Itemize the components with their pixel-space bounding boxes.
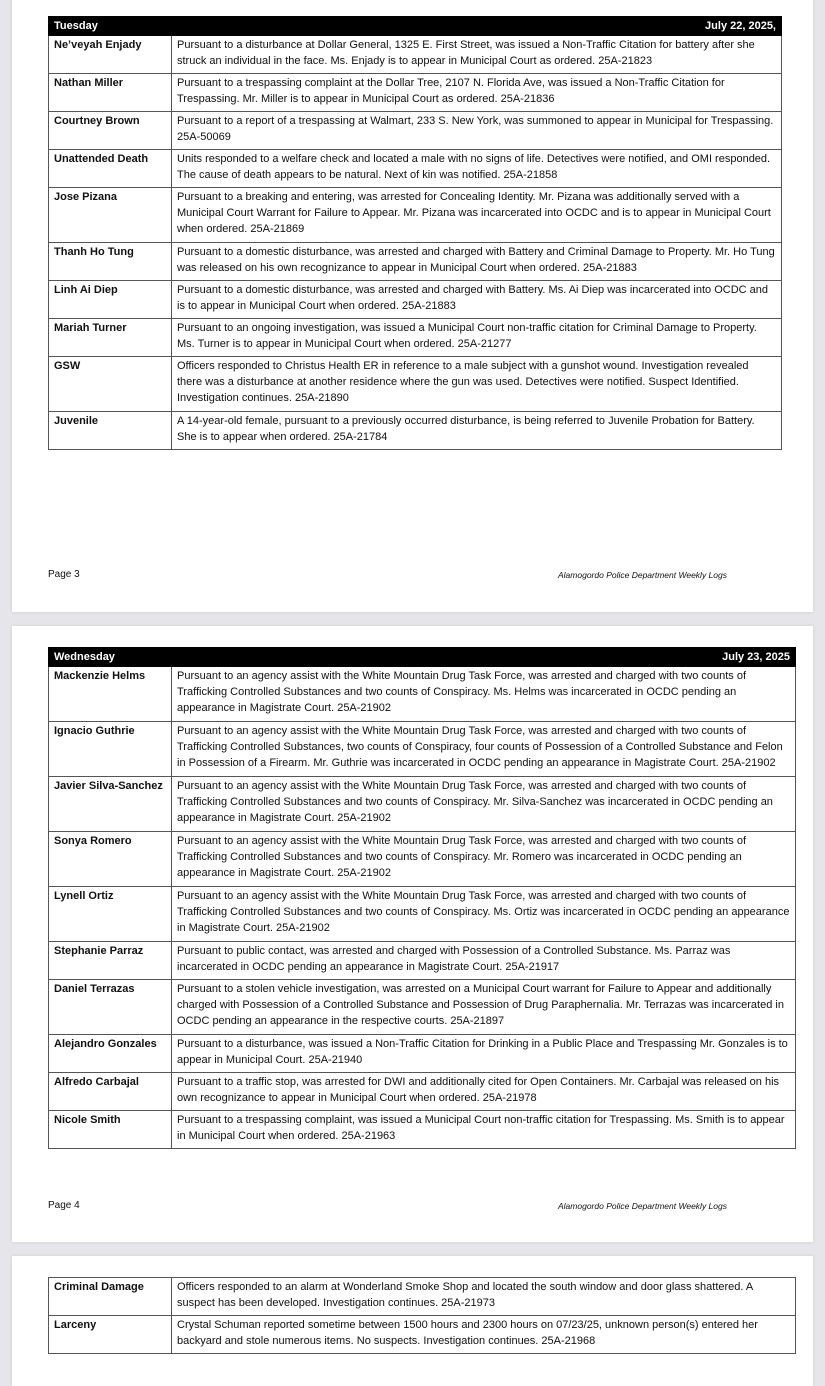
entry-text: Pursuant to a trespassing complaint at the Dollar Tree, 2107 N. Florida Ave, was issued a Non-Traffic Citation for Trespassing. Mr. Miller is to appear in Municipal Court as ordered. 25A-21836 <box>172 74 782 112</box>
log-page <box>12 626 813 1242</box>
entry-text: Pursuant to an agency assist with the White Mountain Drug Task Force, was arrested and charged with two counts of Trafficking Controlled Substances, two counts of Conspiracy, four counts of Possession of a Controlled Substance and Felon in Possession of a Firearm. Mr. Guthrie was incarcerated in OCDC pending an appearance in Magistrate Court. 25A-21902 <box>172 722 796 777</box>
entry-text: Pursuant to a domestic disturbance, was arrested and charged with Battery. Ms. Ai Diep was incarcerated into OCDC and is to appear in Municipal Court when ordered. 25A-21883 <box>172 281 782 319</box>
log-table <box>48 647 796 1149</box>
entry-text: Officers responded to an alarm at Wonderland Smoke Shop and located the south window and door glass shattered. A suspect has been developed. Investigation continues. 25A-21973 <box>172 1278 796 1316</box>
day-label: Tuesday <box>49 17 172 36</box>
log-entry-row <box>49 980 796 1035</box>
entry-text: Pursuant to a report of a trespassing at Walmart, 233 S. New York, was summoned to appear in Municipal for Trespassing. 25A-50069 <box>172 112 782 150</box>
log-entry-row <box>49 667 796 722</box>
page-number: Page 3 <box>48 569 80 580</box>
entry-name: Ne’veyah Enjady <box>49 36 172 74</box>
entry-name: Mackenzie Helms <box>49 667 172 722</box>
log-entry-row <box>49 112 782 150</box>
log-entry-row <box>49 319 782 357</box>
log-entry-row <box>49 887 796 942</box>
log-entry-row <box>49 281 782 319</box>
entry-name: Ignacio Guthrie <box>49 722 172 777</box>
log-entry-row <box>49 150 782 188</box>
entry-name: Criminal Damage <box>49 1278 172 1316</box>
log-entry-row <box>49 357 782 412</box>
entry-text: Officers responded to Christus Health ER in reference to a male subject with a gunshot wound. Investigation revealed there was a disturbance at another residence where the gun was used. Detectives were notified. Suspect Identified. Investigation continues. 25A-21890 <box>172 357 782 412</box>
log-entry-row <box>49 722 796 777</box>
log-entry-row <box>49 1316 796 1354</box>
log-entry-row <box>49 74 782 112</box>
log-entry-row <box>49 832 796 887</box>
entry-name: GSW <box>49 357 172 412</box>
entry-text: Pursuant to a breaking and entering, was arrested for Concealing Identity. Mr. Pizana was additionally served with a Municipal Court Warrant for Failure to Appear. Mr. Pizana was incarcerated into OCDC and is to appear in Municipal Court when ordered. 25A-21869 <box>172 188 782 243</box>
entry-text: Pursuant to a stolen vehicle investigation, was arrested on a Municipal Court warrant for Failure to Appear and additionally charged with Possession of a Controlled Substance and Possession of Drug Paraphernalia. Mr. Terrazas was incarcerated in OCDC pending an appearance in the respective courts. 25A-21897 <box>172 980 796 1035</box>
log-entry-row <box>49 1278 796 1316</box>
log-entry-row <box>49 243 782 281</box>
entry-text: Pursuant to an agency assist with the White Mountain Drug Task Force, was arrested and charged with two counts of Trafficking Controlled Substances and two counts of Conspiracy. Ms. Ortiz was incarcerated in OCDC pending an appearance in Magistrate Court. 25A-21902 <box>172 887 796 942</box>
entry-name: Linh Ai Diep <box>49 281 172 319</box>
entry-text: Pursuant to public contact, was arrested and charged with Possession of a Controlled Substance. Ms. Parraz was incarcerated in OCDC pending an appearance in Magistrate Court. 25A-21917 <box>172 942 796 980</box>
footer-title: Alamogordo Police Department Weekly Logs <box>558 570 727 580</box>
entry-name: Nathan Miller <box>49 74 172 112</box>
entry-name: Lynell Ortiz <box>49 887 172 942</box>
entry-text: Units responded to a welfare check and located a male with no signs of life. Detectives were notified, and OMI responded. The cause of death appears to be natural. Next of kin was notified. 25A-21858 <box>172 150 782 188</box>
log-page <box>12 0 813 612</box>
entry-name: Unattended Death <box>49 150 172 188</box>
date-label: July 22, 2025, <box>172 17 782 36</box>
entry-name: Nicole Smith <box>49 1111 172 1149</box>
entry-text: Pursuant to an agency assist with the White Mountain Drug Task Force, was arrested and charged with two counts of Trafficking Controlled Substances and two counts of Conspiracy. Ms. Helms was incarcerated in OCDC pending an appearance in Magistrate Court. 25A-21902 <box>172 667 796 722</box>
entry-name: Stephanie Parraz <box>49 942 172 980</box>
page-number: Page 4 <box>48 1200 80 1211</box>
log-page <box>12 1256 813 1386</box>
entry-text: A 14-year-old female, pursuant to a previously occurred disturbance, is being referred to Juvenile Probation for Battery. She is to appear when ordered. 25A-21784 <box>172 412 782 450</box>
entry-name: Juvenile <box>49 412 172 450</box>
day-header-row <box>49 17 782 36</box>
date-label: July 23, 2025 <box>172 648 796 667</box>
entry-name: Daniel Terrazas <box>49 980 172 1035</box>
day-header-row <box>49 648 796 667</box>
entry-name: Courtney Brown <box>49 112 172 150</box>
entry-text: Pursuant to a domestic disturbance, was arrested and charged with Battery and Criminal Damage to Property. Mr. Ho Tung was released on his own recognizance to appear in Municipal Court when ordered. 25A-21883 <box>172 243 782 281</box>
footer-title: Alamogordo Police Department Weekly Logs <box>558 1201 727 1211</box>
log-entry-row <box>49 1111 796 1149</box>
entry-text: Pursuant to a disturbance at Dollar General, 1325 E. First Street, was issued a Non-Traffic Citation for battery after she struck an individual in the face. Ms. Enjady is to appear in Municipal Court as ordered. 25A-21823 <box>172 36 782 74</box>
entry-name: Thanh Ho Tung <box>49 243 172 281</box>
entry-name: Alfredo Carbajal <box>49 1073 172 1111</box>
entry-text: Pursuant to a disturbance, was issued a Non-Traffic Citation for Drinking in a Public Place and Trespassing Mr. Gonzales is to appear in Municipal Court. 25A-21940 <box>172 1035 796 1073</box>
log-table <box>48 16 782 450</box>
entry-text: Pursuant to an ongoing investigation, was issued a Municipal Court non-traffic citation for Criminal Damage to Property. Ms. Turner is to appear in Municipal Court when ordered. 25A-21277 <box>172 319 782 357</box>
day-label: Wednesday <box>49 648 172 667</box>
entry-name: Larceny <box>49 1316 172 1354</box>
entry-name: Sonya Romero <box>49 832 172 887</box>
log-entry-row <box>49 777 796 832</box>
log-entry-row <box>49 412 782 450</box>
log-entry-row <box>49 188 782 243</box>
entry-name: Jose Pizana <box>49 188 172 243</box>
entry-text: Crystal Schuman reported sometime between 1500 hours and 2300 hours on 07/23/25, unknown person(s) entered her backyard and stole numerous items. No suspects. Investigation continues. 25A-21968 <box>172 1316 796 1354</box>
log-table <box>48 1277 796 1354</box>
log-entry-row <box>49 1073 796 1111</box>
entry-text: Pursuant to an agency assist with the White Mountain Drug Task Force, was arrested and charged with two counts of Trafficking Controlled Substances and two counts of Conspiracy. Mr. Romero was incarcerated in OCDC pending an appearance in Magistrate Court. 25A-21902 <box>172 832 796 887</box>
log-entry-row <box>49 942 796 980</box>
entry-name: Javier Silva-Sanchez <box>49 777 172 832</box>
log-entry-row <box>49 36 782 74</box>
entry-text: Pursuant to a trespassing complaint, was issued a Municipal Court non-traffic citation for Trespassing. Ms. Smith is to appear in Municipal Court when ordered. 25A-21963 <box>172 1111 796 1149</box>
log-entry-row <box>49 1035 796 1073</box>
entry-text: Pursuant to a traffic stop, was arrested for DWI and additionally cited for Open Containers. Mr. Carbajal was released on his own recognizance to appear in Municipal Court when ordered. 25A-21978 <box>172 1073 796 1111</box>
entry-text: Pursuant to an agency assist with the White Mountain Drug Task Force, was arrested and charged with two counts of Trafficking Controlled Substances and two counts of Conspiracy. Mr. Silva-Sanchez was incarcerated in OCDC pending an appearance in Magistrate Court. 25A-21902 <box>172 777 796 832</box>
entry-name: Alejandro Gonzales <box>49 1035 172 1073</box>
entry-name: Mariah Turner <box>49 319 172 357</box>
